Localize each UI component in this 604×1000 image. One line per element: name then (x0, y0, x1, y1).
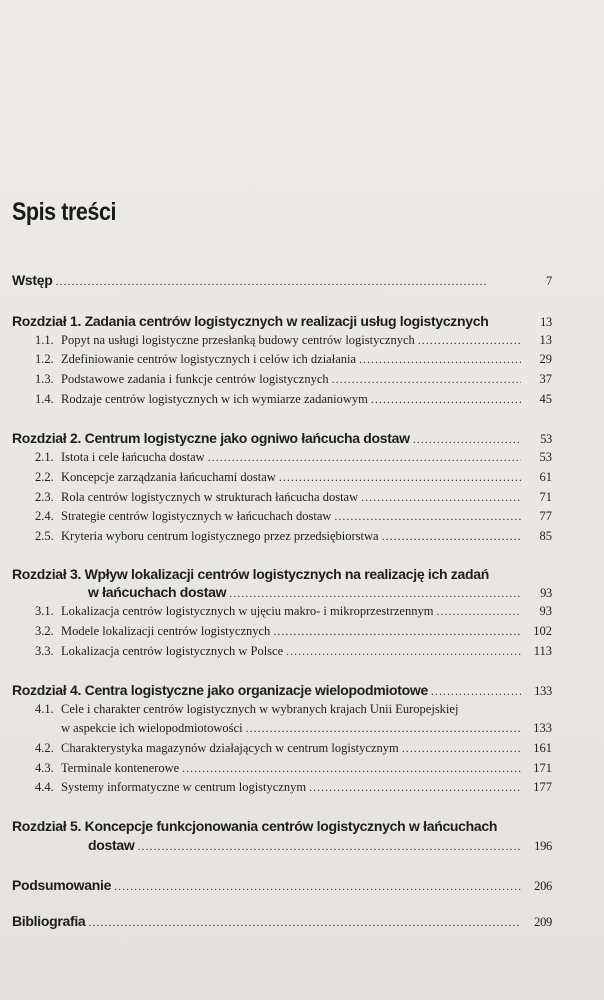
entry-label: Wstęp (12, 272, 53, 288)
chapter-label: Rozdział 3. Wpływ lokalizacji centrów logistycznych na realizację ich zadań (12, 566, 489, 582)
toc-section: 2.4. Strategie centrów logistycznych w łańcuchach dostaw . . . 77 (35, 509, 552, 524)
toc-section: 2.5. Kryteria wyboru centrum logistycznego przez przedsiębiorstwa . . . 85 (35, 529, 552, 544)
entry-label: Podsumowanie (12, 877, 112, 893)
toc-section: 1.4. Rodzaje centrów logistycznych w ich wymiarze zadaniowym . . . 45 (35, 392, 552, 407)
toc-chapter-4 (12, 682, 552, 699)
chapter-label: Rozdział 4. Centra logistyczne jako organizacje wielopodmiotowe (12, 682, 428, 698)
toc-section: 4.3. Terminale kontenerowe . . . 171 (35, 761, 552, 776)
toc-chapter-3 (12, 566, 552, 582)
chapter-label: Rozdział 1. Zadania centrów logistycznych w realizacji usług logistycznych (12, 313, 489, 329)
page-number: 209 (534, 915, 552, 929)
toc-section: 3.3. Lokalizacja centrów logistycznych w Polsce . . . 113 (35, 644, 552, 659)
toc-section: 1.2. Zdefiniowanie centrów logistycznych i celów ich działania . . . 29 (35, 352, 552, 367)
page-number: 93 (540, 586, 552, 600)
toc-section: 4.2. Charakterystyka magazynów działających w centrum logistycznym . . . 161 (35, 741, 552, 756)
toc-section-cont: w aspekcie ich wielopodmiotowości . . . 133 (61, 721, 552, 736)
toc-section: 4.4. Systemy informatyczne w centrum logistycznym . . . 177 (35, 780, 552, 795)
toc-chapter-5-cont: dostaw . . . 196 (88, 837, 552, 854)
page-number: 133 (534, 684, 552, 698)
chapter-label: Rozdział 5. Koncepcje funkcjonowania centrów logistycznych w łańcuchach (12, 818, 498, 834)
page-title: Spis treści (12, 198, 117, 226)
toc-section: 1.3. Podstawowe zadania i funkcje centrów logistycznych . . . 37 (35, 372, 552, 387)
toc-section: 3.1. Lokalizacja centrów logistycznych w ujęciu makro- i mikroprzestrzennym . . . 93 (35, 604, 552, 619)
toc-section: 2.1. Istota i cele łańcucha dostaw . . . 53 (35, 450, 552, 465)
toc-section: 2.3. Rola centrów logistycznych w strukturach łańcucha dostaw . . . 71 (35, 490, 552, 505)
toc-entry-summary (12, 877, 552, 894)
entry-label: Bibliografia (12, 913, 86, 929)
page-number: 13 (540, 315, 552, 329)
toc-chapter-5 (12, 818, 552, 834)
page-number: 196 (534, 839, 552, 853)
toc-section: 3.2. Modele lokalizacji centrów logistycznych . . . 102 (35, 624, 552, 639)
toc-chapter-1 (12, 313, 552, 330)
page-number: 206 (534, 879, 552, 893)
toc-entry-bibliography (12, 913, 552, 930)
chapter-label: Rozdział 2. Centrum logistyczne jako ogniwo łańcucha dostaw (12, 430, 410, 446)
toc-chapter-2 (12, 430, 552, 447)
toc-entry-intro (12, 272, 552, 289)
toc-section: 4.1. Cele i charakter centrów logistycznych w wybranych krajach Unii Europejskiej (35, 702, 459, 716)
toc-section: 1.1. Popyt na usługi logistyczne przesłanką budowy centrów logistycznych . . . 13 (35, 333, 552, 348)
toc-section: 2.2. Koncepcje zarządzania łańcuchami dostaw . . . 61 (35, 470, 552, 485)
page-number: 53 (540, 432, 552, 446)
page-number: 7 (546, 274, 552, 288)
toc-chapter-3-cont: w łańcuchach dostaw . . . 93 (88, 584, 552, 601)
